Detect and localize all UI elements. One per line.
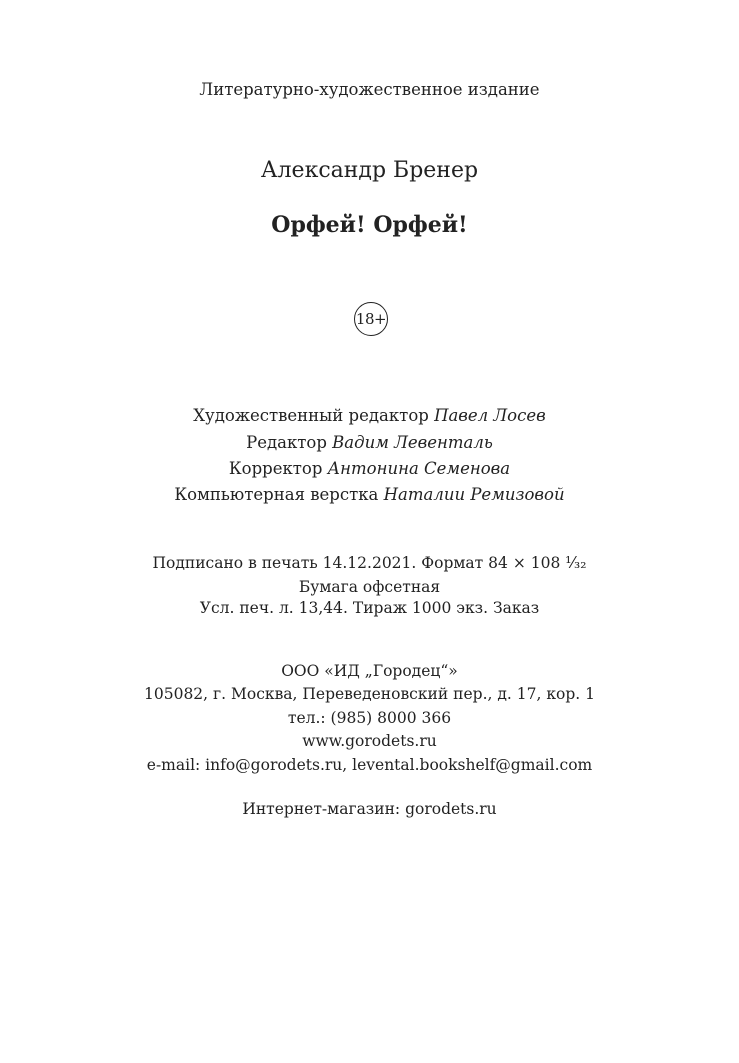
- credit-proofreader: [0, 457, 739, 481]
- print-signed-line: Подписано в печать 14.12.2021. Формат 84 × 108 ¹⁄₃₂: [152, 554, 587, 572]
- credit-editor: [0, 431, 739, 455]
- author-name: Александр Бренер: [260, 158, 479, 183]
- print-paper-line: Бумага офсетная: [298, 578, 441, 596]
- credit-role: Компьютерная верстка: [174, 485, 379, 504]
- credit-person: Наталии Ремизовой: [383, 485, 565, 504]
- credit-layout: [0, 483, 739, 507]
- credit-role: Корректор: [228, 459, 323, 478]
- publisher-email: e-mail: info@gorodets.ru, levental.bookshelf@gmail.com: [146, 756, 593, 774]
- credit-role: Редактор: [246, 433, 327, 452]
- age-rating-badge: 18+: [354, 302, 388, 336]
- publisher-phone: тел.: (985) 8000 366: [287, 709, 452, 727]
- genre-label: Литературно-художественное издание: [199, 80, 540, 99]
- credit-art-editor: [0, 404, 739, 428]
- publisher-website: www.gorodets.ru: [302, 732, 437, 750]
- credit-role: Художественный редактор: [193, 406, 429, 425]
- publisher-name: ООО «ИД „Городец“»: [281, 662, 458, 680]
- publisher-address: 105082, г. Москва, Переведеновский пер., д. 17, кор. 1: [144, 685, 595, 703]
- book-title: Орфей! Орфей!: [271, 212, 468, 238]
- credit-person: Вадим Левенталь: [332, 433, 493, 452]
- publisher-shop: Интернет-магазин: gorodets.ru: [242, 800, 497, 818]
- credit-person: Павел Лосев: [434, 406, 546, 425]
- credit-person: Антонина Семенова: [327, 459, 511, 478]
- print-run-line: Усл. печ. л. 13,44. Тираж 1000 экз. Заказ: [199, 599, 540, 617]
